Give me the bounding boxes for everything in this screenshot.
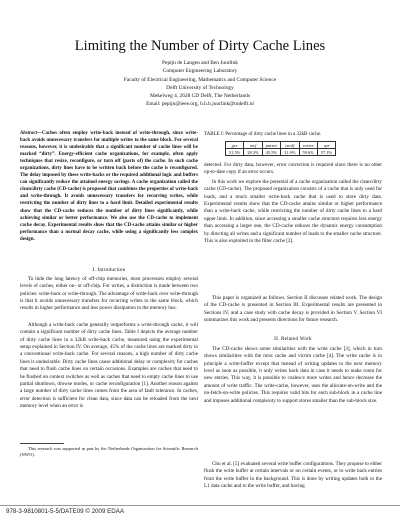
- footnote: This research was supported in part by the Netherlands Organization for Scientific Research (NWO).: [20, 446, 198, 458]
- author-block: [0, 59, 400, 109]
- footer-isbn: 978-3-9810801-5-5/DATE09 © 2009 EDAA: [6, 508, 124, 515]
- abstract-text: —Caches often employ write-back instead of write-through, since write-back avoids unnecessary transfers for multiple writes to the same block. For several reasons, however, it is undesirable that a significant number of cache lines will be marked “dirty”. Energy-efficient cache organizations, for example, often apply techniques that resize, reconfigure, or turn off (parts of) the cache. In such cache organizations, dirty lines have to be written back before the cache is reconfigured. The delay imposed by these write-backs or the required additional logic and buffers can significantly reduce the attained energy savings. A cache organization called the clean/dirty cache (CD-cache) is proposed that combines the properties of write-back and write-through. It avoids unnecessary transfers for recurring writes, while restricting the number of dirty lines to a hard limit. Detailed experimental results show that the CD-cache reduces the number of dirty lines significantly, while achieving similar or better performance. We also use the CD-cache to implement cache decay. Experimental results show that the CD-cache attains similar or higher performance than a normal decay cache, while using a significantly less complex design.: [20, 131, 198, 242]
- table-header-row: [226, 142, 336, 149]
- table-cell: 31.9%: [281, 149, 299, 156]
- intro-paragraph-1: To hide the long latency of off-chip memories, most processors employ several levels of caches, either on- or off-chip. For writes, a distinction is made between two policies: write-back or write-through. The advantage of write-back over write-through is that it avoids unnecessary transfers for recurring writes to the same block, which results in higher performance and less power dissipation in the memory bus.: [20, 276, 198, 312]
- table-cell: 28.3%: [244, 149, 262, 156]
- right-paragraph-1: detected. For dirty data, however, error correction is required since there is no other up-to-date copy if an error occurs.: [204, 162, 382, 176]
- related-paragraph-2: Chu et al. [5] evaluated several write buffer configurations. They propose to either flush the write buffer at certain intervals or on certain events, or to write back entries from the write buffer in the background. This is done by writing updates both to the L1 data cache and to the write buffer, and having: [204, 461, 382, 490]
- table-header-cell: vpr: [317, 142, 335, 149]
- table-cell: 59.6%: [299, 149, 317, 156]
- author-group: Computer Engineering Laboratory: [162, 68, 238, 75]
- abstract: [20, 130, 198, 243]
- table-header-cell: vortex: [299, 142, 317, 149]
- author-faculty: Faculty of Electrical Engineering, Mathematics and Computer Science: [123, 76, 277, 83]
- abstract-lead: Abstract: [20, 131, 38, 136]
- section-heading-introduction: I. Introduction: [92, 267, 126, 273]
- table-header-cell: mcf: [244, 142, 262, 149]
- table-cell: 57.1%: [317, 149, 335, 156]
- intro-paragraph-2: Although a write-back cache generally outperforms a write-through cache, it will contain a significant number of dirty cache lines. Table I depicts the average number of dirty cache lines in a 32kB write-back cache, measured using the experimental setup explained in Section IV. On average, 45% of the cache lines are marked dirty in a conventional write-back cache. For several reasons, a high number of dirty cache lines is undesirable. Dirty cache lines cause additional delay or complexity for caches that need to flush cache lines on certain occasions. Examples are caches that need to be flushed on context switches as well as caches that need to empty cache lines to use partial shutdown, drowse modes, or cache reconfiguration [1]. Another reason against a large number of dirty cache lines comes from the area of fault tolerance. In caches, error detection is sufficient for clean data, since data can be reloaded from the next memory level when an error is: [20, 322, 198, 409]
- author-email: Email: pepijn@ieee.org, b.h.h.juurlink@tudelft.nl: [146, 101, 254, 108]
- related-paragraph-1: The CD-cache shows some similarities with the write cache [3], which in turn shows similarities with the miss cache and victim cache [4]. The write cache is in principle a write-buffer except that instead of writing updates to the next memory level as soon as possible, it only writes back data in case it needs to make room for new entries. This way, it is possible to coalesce more writes and hence decrease the amount of write traffic. The write-cache, however, uses the allocate-on-write and the no-fetch-on-write policies. This requires valid bits for each sub-block in a cache line and imposes additional complexity to support stores smaller than the sub-block size.: [204, 346, 382, 404]
- right-paragraph-3: This paper is organized as follows. Section II discusses related work. The design of the CD-cache is presented in Section III. Experimental results are presented in Sections IV, and a case study with cache decay is provided in Section V. Section VI summarizes this work and presents directions for future research.: [204, 295, 382, 324]
- author-address: Mekelweg 4, 2628 CD Delft, The Netherlands: [150, 93, 250, 100]
- table-caption: TABLE I: Percentage of dirty cache lines in a 32kB cache.: [204, 132, 322, 137]
- right-paragraph-2: In this work we explore the potential of a cache organization called the clean/dirty cache (CD-cache). The proposed organization consists of a cache that is only used for loads, and a much smaller write-back cache that is used to store dirty data. Experimental results show that the CD-cache attains similar or higher performance than a write-back cache, while restricting the number of dirty cache lines to a hard upper limit. In addition, since accessing a smaller cache structure requires less energy than accessing a larger one, the CD-cache reduces the dynamic energy consumption by directing all writes and a significant number of loads to the smaller cache structure. This is also exploited in the filter cache [2].: [204, 179, 382, 244]
- author-university: Delft University of Technology: [166, 84, 234, 91]
- table-header-cell: parser: [262, 142, 280, 149]
- table-row: [226, 149, 336, 156]
- author-names: Pepijn de Langen and Ben Juurlink: [162, 60, 238, 66]
- table-cell: 45.5%: [262, 149, 280, 156]
- footnote-rule: [20, 443, 64, 444]
- section-heading-related-work: II. Related Work: [274, 336, 312, 342]
- table-header-cell: gcc: [226, 142, 244, 149]
- table-cell: 51.5%: [226, 149, 244, 156]
- dirty-lines-table: [225, 141, 336, 156]
- table-header-cell: twolf: [281, 142, 299, 149]
- paper-title: Limiting the Number of Dirty Cache Lines: [74, 38, 326, 54]
